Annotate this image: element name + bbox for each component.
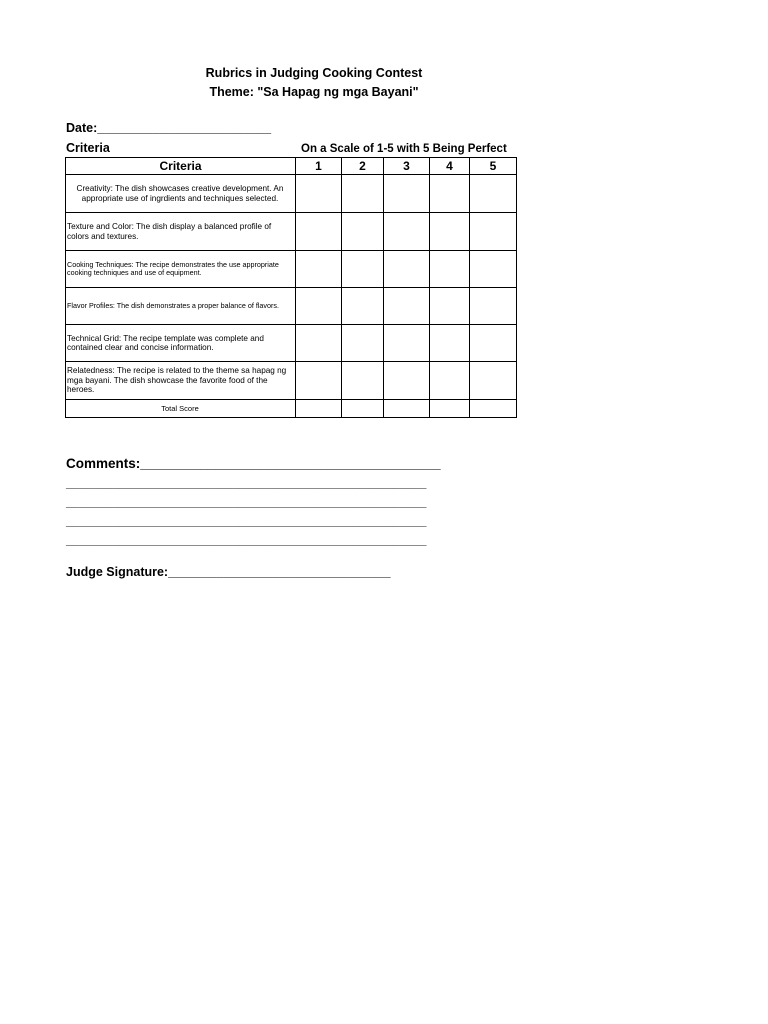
table-row xyxy=(66,288,517,325)
score-cell xyxy=(470,213,517,251)
date-field: Date:_________________________ xyxy=(66,121,272,135)
score-cell xyxy=(342,325,384,362)
score-cell xyxy=(342,400,384,418)
score-cell xyxy=(384,362,430,400)
comment-line: ______________________________________________________ xyxy=(66,514,427,528)
rubric-table xyxy=(65,157,517,418)
total-score-label: Total Score xyxy=(66,400,296,418)
criterion-texture-color: Texture and Color: The dish display a balanced profile of colors and textures. xyxy=(66,213,296,251)
score-cell xyxy=(296,362,342,400)
total-row xyxy=(66,400,517,418)
comment-line: ______________________________________________________ xyxy=(66,533,427,547)
table-row xyxy=(66,325,517,362)
table-header-row xyxy=(66,158,517,175)
criterion-relatedness: Relatedness: The recipe is related to the theme sa hapag ng mga bayani. The dish showcase the favorite food of the heroes. xyxy=(66,362,296,400)
score-cell xyxy=(384,325,430,362)
table-row xyxy=(66,251,517,288)
score-cell xyxy=(296,213,342,251)
score-cell xyxy=(470,251,517,288)
score-cell xyxy=(342,288,384,325)
score-cell xyxy=(342,175,384,213)
criterion-technical-grid: Technical Grid: The recipe template was complete and contained clear and concise information. xyxy=(66,325,296,362)
judge-signature-field: Judge Signature:________________________________ xyxy=(66,565,391,579)
score-cell xyxy=(470,288,517,325)
comment-line: ______________________________________________________ xyxy=(66,495,427,509)
scale-label: On a Scale of 1-5 with 5 Being Perfect xyxy=(301,143,507,155)
score-cell xyxy=(296,288,342,325)
header-score-1: 1 xyxy=(296,158,342,175)
header-score-3: 3 xyxy=(384,158,430,175)
score-cell xyxy=(430,251,470,288)
header-score-5: 5 xyxy=(470,158,517,175)
score-cell xyxy=(384,251,430,288)
score-cell xyxy=(342,213,384,251)
header-score-2: 2 xyxy=(342,158,384,175)
criterion-flavor-profiles: Flavor Profiles: The dish demonstrates a proper balance of flavors. xyxy=(66,288,296,325)
score-cell xyxy=(342,251,384,288)
criterion-creativity: Creativity: The dish showcases creative development. An appropriate use of ingrdients and techniques selected. xyxy=(66,175,296,213)
score-cell xyxy=(296,175,342,213)
comment-line: ______________________________________________________ xyxy=(66,476,427,490)
score-cell xyxy=(296,325,342,362)
score-cell xyxy=(470,325,517,362)
header-score-4: 4 xyxy=(430,158,470,175)
page-title: Rubrics in Judging Cooking Contest xyxy=(205,66,423,80)
score-cell xyxy=(384,213,430,251)
score-cell xyxy=(470,400,517,418)
score-cell xyxy=(342,362,384,400)
score-cell xyxy=(430,325,470,362)
score-cell xyxy=(430,175,470,213)
criteria-label: Criteria xyxy=(66,141,110,155)
header-criteria: Criteria xyxy=(66,158,296,175)
score-cell xyxy=(470,175,517,213)
table-row xyxy=(66,213,517,251)
score-cell xyxy=(384,400,430,418)
table-row xyxy=(66,175,517,213)
score-cell xyxy=(384,175,430,213)
score-cell xyxy=(470,362,517,400)
criterion-cooking-techniques: Cooking Techniques: The recipe demonstrates the use appropriate cooking techniques and use of equipment. xyxy=(66,251,296,288)
comments-field: Comments:________________________________________ xyxy=(66,456,441,471)
score-cell xyxy=(430,400,470,418)
score-cell xyxy=(430,288,470,325)
score-cell xyxy=(384,288,430,325)
theme-title: Theme: "Sa Hapag ng mga Bayani" xyxy=(209,85,419,99)
score-cell xyxy=(296,400,342,418)
score-cell xyxy=(430,362,470,400)
score-cell xyxy=(296,251,342,288)
table-row xyxy=(66,362,517,400)
score-cell xyxy=(430,213,470,251)
